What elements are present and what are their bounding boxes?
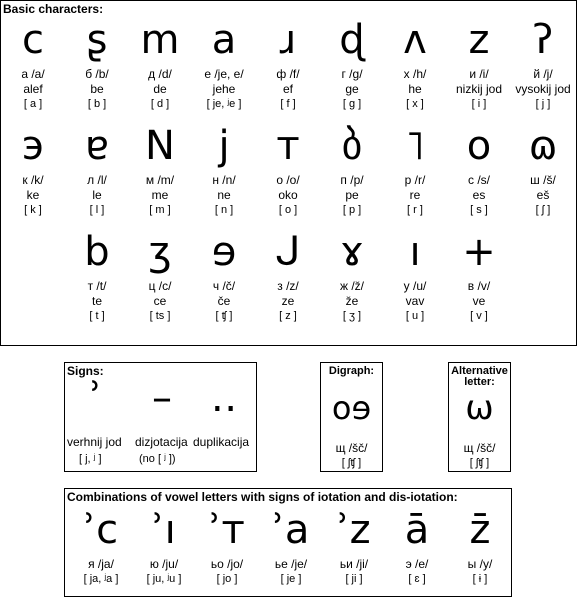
alternative-letter-panel (448, 362, 511, 472)
letter-ge-ipa: [ g ] (342, 98, 362, 110)
combo-5-cyrillic: э /e/ (405, 557, 429, 571)
combo-2-ipa: [ jo ] (216, 573, 238, 585)
letter-ze-cell (256, 225, 320, 324)
letter-ve-cyrillic: в /v/ (467, 279, 491, 293)
letter-ef-cyrillic: ф /f/ (276, 67, 300, 81)
letter-ef-cell (256, 13, 320, 112)
letter-eš-cyrillic: ш /š/ (530, 173, 556, 187)
letter-če-cyrillic: ч /č/ (212, 279, 236, 293)
letter-le-glyph: ɐ (84, 123, 109, 169)
letter-le-cell (65, 119, 129, 218)
letter-be-cell (65, 13, 129, 112)
letter-de-ipa: [ d ] (150, 98, 170, 110)
combo-2-cyrillic: ьо /jo/ (210, 557, 244, 571)
letter-ke-cyrillic: к /k/ (22, 173, 44, 187)
letter-nizkij-jod-cell (447, 13, 511, 112)
letter-že-glyph: ɤ (340, 229, 364, 275)
letter-be-ipa: [ b ] (87, 98, 107, 110)
signs-title: Signs: (67, 364, 104, 378)
letter-de-cell (128, 13, 192, 112)
letter-nizkij-jod-cyrillic: и /i/ (469, 67, 489, 81)
combo-4-glyph: ʾz (337, 507, 371, 553)
combo-4-cell (322, 503, 386, 587)
letter-ef-name: ef (282, 82, 293, 96)
letter-eš-ipa: [ ʃ ] (535, 204, 551, 216)
combinations-panel (64, 488, 512, 597)
letter-ve-glyph: + (462, 229, 496, 275)
basic-characters-title: Basic characters: (3, 2, 104, 16)
letter-de-name: de (153, 82, 167, 96)
letter-jehe-name: jehe (212, 82, 236, 96)
letter-re-ipa: [ r ] (407, 204, 423, 216)
letter-pe-cell (320, 119, 384, 218)
letter-nizkij-jod-ipa: [ i ] (471, 98, 487, 110)
letter-ke-cell (1, 119, 65, 218)
letter-jehe-cyrillic: е /je, e/ (204, 67, 244, 81)
alternative-cyrillic: щ /šč/ (463, 441, 496, 455)
letter-jehe-glyph: a (211, 17, 237, 63)
letter-ef-ipa: [ f ] (280, 98, 296, 110)
letter-ce-glyph: ʒ (148, 229, 172, 275)
letter-me-cell (128, 119, 192, 218)
combo-1-cyrillic: ю /ju/ (149, 557, 179, 571)
letter-ge-cyrillic: г /g/ (341, 67, 363, 81)
letter-re-glyph: ˥ (405, 123, 425, 169)
letter-pe-ipa: [ p ] (342, 204, 362, 216)
sign-verhnij-jod (65, 371, 127, 425)
letter-ke-ipa: [ k ] (24, 204, 42, 216)
letter-pe-glyph: ბ (341, 123, 363, 169)
letter-ce-name: ce (153, 294, 167, 308)
letter-le-cyrillic: л /l/ (87, 173, 107, 187)
letter-he-glyph: ʌ (403, 17, 427, 63)
letter-ce-ipa: [ ts ] (149, 310, 171, 322)
alternative-title-line2: letter: (464, 376, 495, 388)
letter-te-name: te (91, 294, 102, 308)
letter-he-name: he (408, 82, 422, 96)
letter-me-ipa: [ m ] (149, 204, 171, 216)
letter-ve-name: ve (472, 294, 486, 308)
letter-ne-name: ne (217, 188, 231, 202)
letter-me-glyph: N (145, 123, 175, 169)
letter-ke-glyph: э (22, 123, 44, 169)
letter-te-ipa: [ t ] (89, 310, 105, 322)
letter-če-ipa: [ ʧ ] (215, 310, 233, 322)
digraph-glyph: oɘ (331, 389, 372, 427)
letter-oko-cyrillic: о /o/ (276, 173, 300, 187)
letter-če-name: če (217, 294, 231, 308)
combo-5-ipa: [ ɛ ] (408, 573, 426, 585)
combo-1-ipa: [ ju, ʲu ] (146, 573, 182, 585)
letter-vav-name: vav (405, 294, 425, 308)
letter-es-cell (447, 119, 511, 218)
duplikacija-name: duplikacija (193, 435, 250, 449)
combo-6-cyrillic: ы /y/ (467, 557, 493, 571)
combo-0-cyrillic: я /ja/ (88, 557, 114, 571)
letter-he-cell (383, 13, 447, 112)
letter-te-cyrillic: т /t/ (87, 279, 107, 293)
letter-ce-cell (128, 225, 192, 324)
dizjotacija-name: dizjotacija (135, 435, 188, 449)
letter-vysokij-jod-cell (511, 13, 575, 112)
letter-vysokij-jod-ipa: [ j ] (535, 98, 551, 110)
letter-vysokij-jod-glyph: ʔ (532, 17, 554, 63)
letter-oko-name: oko (278, 188, 298, 202)
combo-4-ipa: [ ji ] (345, 573, 363, 585)
sign-dizjotacija (131, 371, 193, 425)
letter-alef-glyph: c (22, 17, 44, 63)
letter-že-ipa: [ ʒ ] (342, 310, 362, 322)
combo-1-cell (132, 503, 196, 587)
letter-ge-name: ge (345, 82, 359, 96)
letter-že-name: že (345, 294, 359, 308)
combo-6-ipa: [ ɨ ] (472, 573, 488, 585)
letter-če-cell (192, 225, 256, 324)
verhnij-jod-name: verhnij jod (67, 435, 122, 449)
letter-es-name: es (472, 188, 486, 202)
letter-jehe-cell (192, 13, 256, 112)
letter-ze-ipa: [ z ] (279, 310, 297, 322)
letter-es-glyph: o (466, 123, 492, 169)
letter-de-cyrillic: д /d/ (148, 67, 172, 81)
alternative-ipa: [ ʃʧ ] (469, 457, 490, 469)
letter-vysokij-jod-name: vysokij jod (515, 82, 571, 96)
alternative-glyph: ω (465, 388, 494, 428)
digraph-ipa: [ ʃʧ ] (341, 457, 362, 469)
letter-že-cyrillic: ж /ž/ (339, 279, 365, 293)
letter-alef-ipa: [ a ] (23, 98, 43, 110)
letter-de-glyph: m (140, 17, 180, 63)
letter-te-glyph: b (84, 229, 110, 275)
verhnij-jod-ipa: [ j, ʲ ] (79, 453, 102, 465)
letter-eš-glyph: ɷ (528, 123, 558, 169)
letter-re-cyrillic: р /r/ (404, 173, 426, 187)
combinations-title: Combinations of vowel letters with signs of iotation and dis-iotation: (67, 490, 458, 504)
letter-oko-glyph: т (276, 123, 300, 169)
combo-6-glyph: z̄ (469, 507, 491, 553)
sign-duplikacija (193, 371, 255, 425)
letter-pe-cyrillic: п /p/ (340, 173, 364, 187)
letter-ge-glyph: ɖ (339, 17, 365, 63)
letter-vav-cell (383, 225, 447, 324)
combo-1-glyph: ʾı (152, 507, 176, 553)
letter-vysokij-jod-cyrillic: й /j/ (533, 67, 553, 81)
letter-te-cell (65, 225, 129, 324)
letter-pe-name: pe (345, 188, 359, 202)
combo-5-cell (385, 503, 449, 587)
letter-le-name: le (92, 188, 102, 202)
letter-ze-cyrillic: з /z/ (277, 279, 299, 293)
combo-2-cell (195, 503, 259, 587)
digraph-cyrillic: щ /šč/ (335, 441, 368, 455)
letter-be-cyrillic: б /b/ (85, 67, 109, 81)
letter-me-cyrillic: м /m/ (145, 173, 175, 187)
dizjotacija-glyph: – (152, 375, 172, 421)
letter-vav-cyrillic: у /u/ (403, 279, 427, 293)
letter-ne-glyph: j (218, 123, 230, 169)
letter-oko-cell (256, 119, 320, 218)
letter-ge-cell (320, 13, 384, 112)
letter-že-cell (320, 225, 384, 324)
letter-be-glyph: ʂ (86, 17, 108, 63)
letter-nizkij-jod-glyph: z (468, 17, 490, 63)
letter-ce-cyrillic: ц /c/ (148, 279, 172, 293)
letter-ve-cell (447, 225, 511, 324)
combo-0-glyph: ʾc (83, 507, 119, 553)
combo-6-cell (448, 503, 512, 587)
digraph-title: Digraph: (328, 365, 375, 377)
combo-0-ipa: [ ja, ʲa ] (83, 573, 119, 585)
letter-alef-cell (1, 13, 65, 112)
combo-4-cyrillic: ьи /ji/ (339, 557, 369, 571)
letter-oko-ipa: [ o ] (278, 204, 298, 216)
combo-0-cell (69, 503, 133, 587)
letter-he-ipa: [ x ] (406, 98, 424, 110)
letter-re-name: re (409, 188, 421, 202)
letter-re-cell (383, 119, 447, 218)
letter-ze-glyph: ᒍ (275, 229, 301, 275)
letter-ef-glyph: ɹ (279, 17, 297, 63)
combo-5-glyph: ā (404, 507, 430, 553)
letter-jehe-ipa: [ je, ʲe ] (206, 98, 242, 110)
letter-vav-ipa: [ u ] (405, 310, 425, 322)
dizjotacija-ipa: (no [ ʲ ]) (139, 453, 176, 465)
letter-ze-name: ze (281, 294, 295, 308)
letter-ne-ipa: [ n ] (214, 204, 234, 216)
letter-ve-ipa: [ v ] (470, 310, 488, 322)
combo-3-glyph: ʾa (272, 507, 310, 553)
signs-panel (64, 362, 257, 472)
letter-alef-name: alef (23, 82, 43, 96)
letter-ne-cyrillic: н /n/ (212, 173, 236, 187)
combo-3-cyrillic: ье /je/ (274, 557, 308, 571)
letter-če-glyph: ɘ (211, 229, 237, 275)
letter-vav-glyph: ı (409, 229, 421, 275)
combo-3-ipa: [ je ] (280, 573, 302, 585)
duplikacija-glyph: ‥ (210, 375, 238, 421)
alternative-title-line1: Alternative (451, 365, 508, 377)
letter-nizkij-jod-name: nizkij jod (455, 82, 503, 96)
combo-3-cell (259, 503, 323, 587)
letter-eš-name: eš (536, 188, 550, 202)
letter-me-name: me (151, 188, 169, 202)
letter-alef-cyrillic: а /a/ (21, 67, 45, 81)
letter-be-name: be (90, 82, 104, 96)
letter-ne-cell (192, 119, 256, 218)
verhnij-jod-glyph: ʾ (89, 375, 103, 421)
digraph-panel (320, 362, 383, 472)
combo-2-glyph: ʾт (209, 507, 245, 553)
letter-es-ipa: [ s ] (470, 204, 488, 216)
letter-es-cyrillic: с /s/ (467, 173, 490, 187)
letter-eš-cell (511, 119, 575, 218)
letter-he-cyrillic: х /h/ (403, 67, 427, 81)
letter-ke-name: ke (26, 188, 40, 202)
letter-le-ipa: [ l ] (89, 204, 105, 216)
